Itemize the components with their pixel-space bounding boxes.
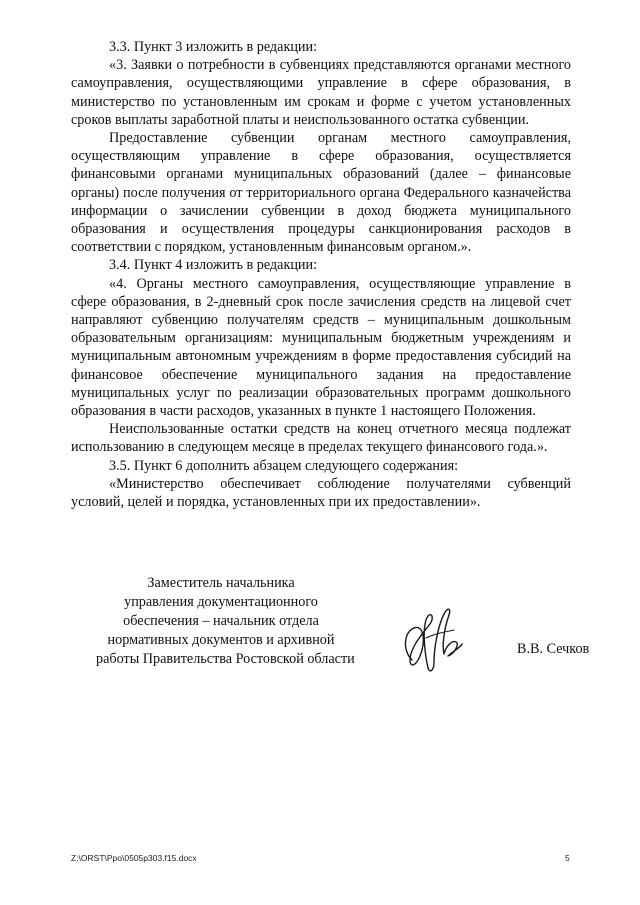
paragraph: «4. Органы местного самоуправления, осуществляющие управление в сфере образования, в 2-дневный срок после зачисления средств на лицевой счет направляют субвенцию получателям средств – муниципальным дошкольным образовательным организациям: муниципальным бюджетным учреждениям и муниципальным автономным учреждениям в форме предоставления субсидий на финансовое обеспечение муниципального задания на предоставление муниципальных услуг по реализации образовательных программ дошкольного образования в части расходов, указанных в пункте 1 настоящего Положения. [71, 275, 571, 420]
paragraph: «Министерство обеспечивает соблюдение получателями субвенций условий, целей и порядка, установленных при их предоставлении». [71, 475, 571, 511]
signer-title [96, 574, 355, 669]
document-body [71, 38, 571, 511]
page-number: 5 [565, 853, 570, 863]
signer-title-line: нормативных документов и архивной [107, 632, 335, 648]
paragraph: Предоставление субвенции органам местного самоуправления, осуществляющим управление в сфере образования, осуществляется финансовыми органами муниципальных образований (далее – финансовые органы) после получения от территориального органа Федерального казначейства информации о зачислении субвенции в доход бюджета муниципального образования и осуществления процедуры санкционирования расходов в соответствии с порядком, установленным финансовым органом.». [71, 130, 571, 256]
paragraph: 3.5. Пункт 6 дополнить абзацем следующего содержания: [109, 457, 459, 474]
paragraph: «3. Заявки о потребности в субвенциях представляются органами местного самоуправления, осуществляющими управление в сфере образования, в министерство по установленным им срокам и форме с учетом установленных сроков выплаты заработной платы и неиспользованного остатка субвенции. [71, 57, 571, 128]
signer-title-line: обеспечения – начальник отдела [123, 613, 319, 629]
signer-name: В.В. Сечков [517, 641, 590, 657]
paragraph: 3.3. Пункт 3 изложить в редакции: [109, 39, 318, 55]
signer-title-line: управления документационного [124, 594, 318, 610]
signer-title-line: работы Правительства Ростовской области [96, 651, 355, 667]
signer-title-line: Заместитель начальника [147, 575, 295, 591]
paragraph: 3.4. Пункт 4 изложить в редакции: [109, 257, 318, 274]
footer-file-path: Z:\ORST\Ppo\0505p303.f15.docx [71, 853, 197, 863]
paragraph: Неиспользованные остатки средств на конец отчетного месяца подлежат использованию в следующем месяце в пределах текущего финансового года.». [71, 421, 571, 456]
handwritten-signature [398, 598, 468, 678]
